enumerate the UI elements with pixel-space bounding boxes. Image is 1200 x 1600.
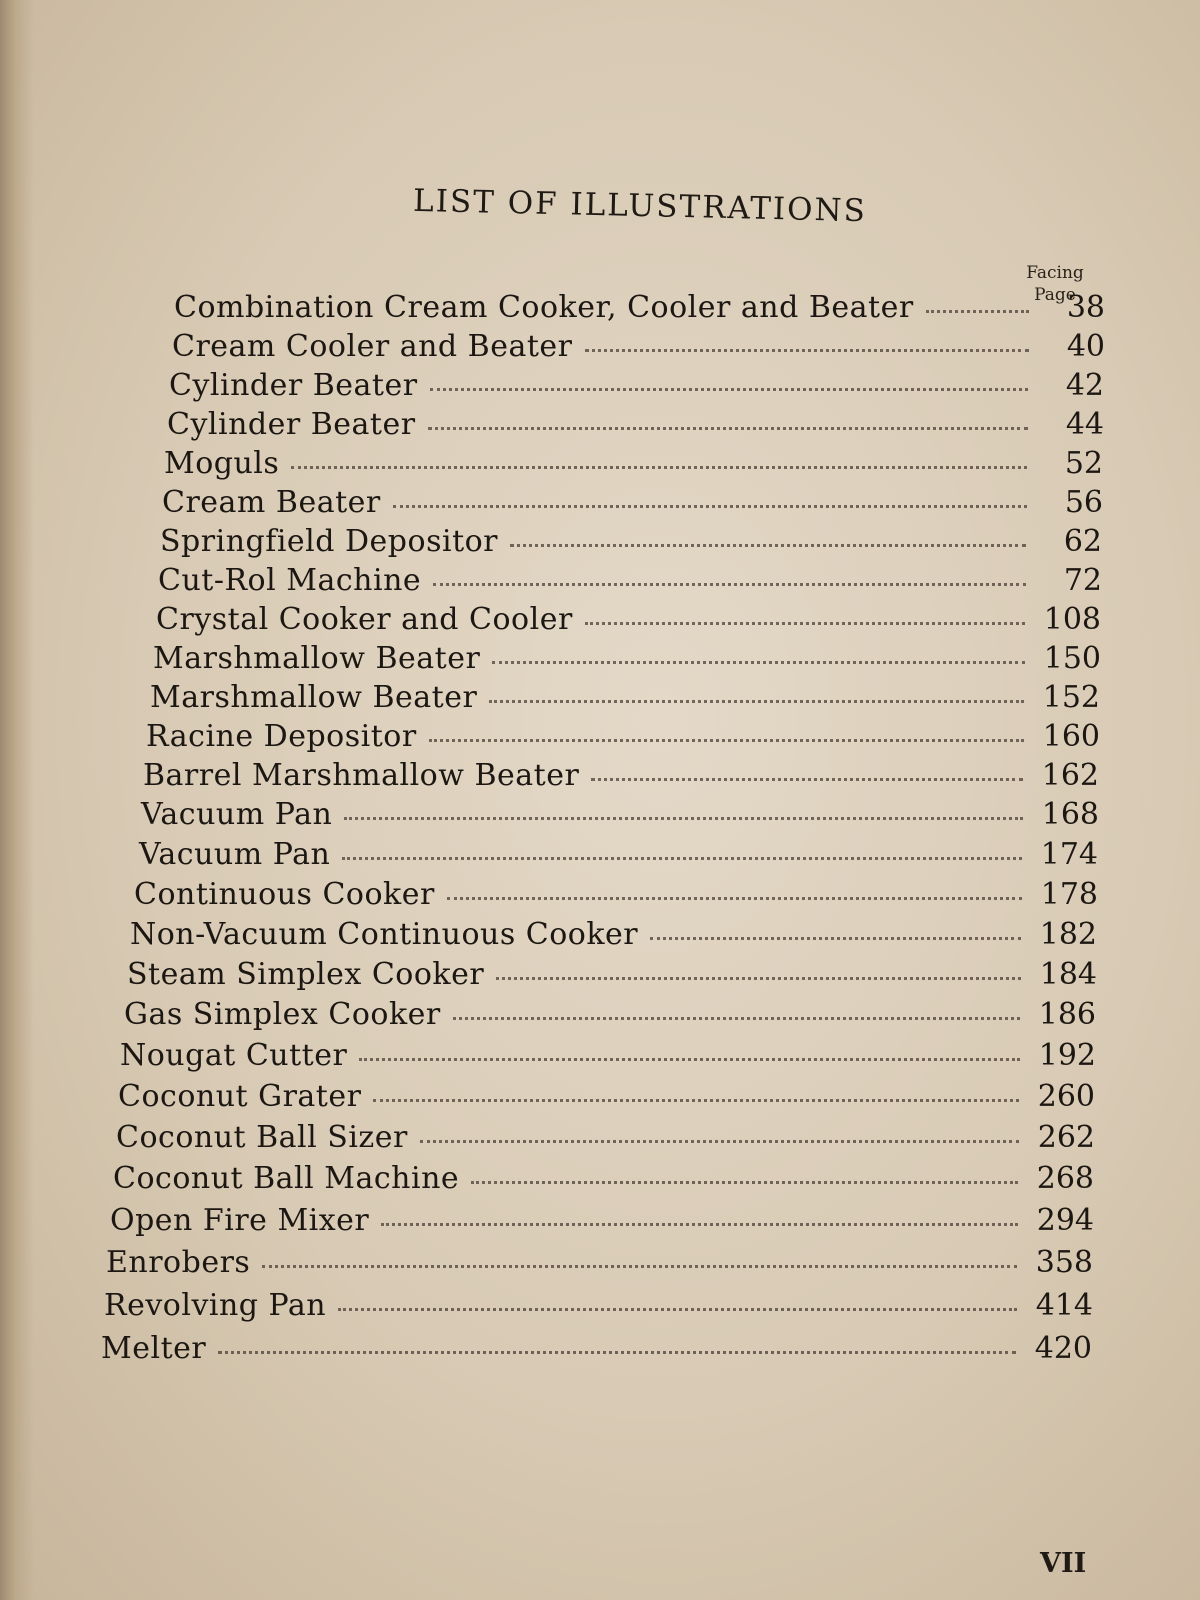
page-number: 178 xyxy=(1040,877,1098,912)
dot-leader xyxy=(291,465,1027,469)
dot-leader xyxy=(338,1307,1017,1311)
list-item xyxy=(134,877,1098,912)
dot-leader xyxy=(496,976,1021,980)
illustration-title: Revolving Pan xyxy=(104,1288,327,1323)
page-number: 108 xyxy=(1043,602,1101,637)
page-number: 262 xyxy=(1037,1120,1095,1155)
page-number: 182 xyxy=(1039,917,1097,952)
page-number: 162 xyxy=(1041,758,1099,793)
illustration-title: Steam Simplex Cooker xyxy=(127,957,485,992)
list-item xyxy=(167,407,1104,442)
list-item xyxy=(146,719,1100,754)
list-item xyxy=(130,917,1097,952)
dot-leader xyxy=(471,1180,1018,1184)
illustration-title: Cylinder Beater xyxy=(169,368,418,403)
dot-leader xyxy=(489,699,1024,703)
list-item xyxy=(104,1288,1093,1323)
dot-leader xyxy=(381,1222,1018,1226)
illustration-title: Vacuum Pan xyxy=(139,837,331,872)
illustration-title: Open Fire Mixer xyxy=(110,1203,370,1238)
illustration-title: Marshmallow Beater xyxy=(150,680,478,715)
list-item xyxy=(127,957,1097,992)
list-item xyxy=(106,1245,1093,1280)
list-item xyxy=(120,1038,1096,1073)
dot-leader xyxy=(650,936,1021,940)
page-number: 260 xyxy=(1037,1079,1095,1114)
list-item xyxy=(101,1331,1092,1366)
dot-leader xyxy=(344,816,1023,820)
page-number: 268 xyxy=(1036,1161,1094,1196)
illustration-title: Continuous Cooker xyxy=(134,877,435,912)
list-item xyxy=(158,563,1102,598)
dot-leader xyxy=(262,1264,1017,1268)
page-number: 420 xyxy=(1034,1331,1092,1366)
facing-page-header-line2: Page xyxy=(1034,285,1076,305)
list-item xyxy=(143,758,1099,793)
page-number: 62 xyxy=(1063,524,1102,559)
list-item xyxy=(118,1079,1095,1114)
list-item xyxy=(156,602,1101,637)
page-title: LIST OF ILLUSTRATIONS xyxy=(412,182,868,230)
dot-leader xyxy=(429,738,1024,742)
illustration-title: Cream Beater xyxy=(162,485,381,520)
dot-leader xyxy=(447,896,1022,900)
illustration-title: Cut-Rol Machine xyxy=(158,563,422,598)
illustration-title: Coconut Grater xyxy=(118,1079,362,1114)
facing-page-header-line1: Facing xyxy=(1026,263,1084,283)
illustration-title: Springfield Depositor xyxy=(160,524,499,559)
dot-leader xyxy=(585,348,1029,352)
illustration-title: Marshmallow Beater xyxy=(153,641,481,676)
illustration-title: Barrel Marshmallow Beater xyxy=(143,758,580,793)
list-item xyxy=(160,524,1102,559)
illustration-title: Cream Cooler and Beater xyxy=(172,329,573,364)
illustration-title: Non-Vacuum Continuous Cooker xyxy=(130,917,639,952)
illustration-title: Coconut Ball Sizer xyxy=(116,1120,408,1155)
illustration-title: Enrobers xyxy=(106,1245,251,1280)
page-number: 174 xyxy=(1040,837,1098,872)
dot-leader xyxy=(433,582,1026,586)
list-item xyxy=(172,329,1105,364)
dot-leader xyxy=(393,504,1027,508)
dot-leader xyxy=(342,856,1022,860)
dot-leader xyxy=(510,543,1026,547)
page-number: 150 xyxy=(1043,641,1101,676)
dot-leader xyxy=(420,1139,1019,1143)
list-item xyxy=(150,680,1100,715)
illustration-title: Coconut Ball Machine xyxy=(113,1161,460,1196)
dot-leader xyxy=(373,1098,1019,1102)
page-number: 42 xyxy=(1065,368,1104,403)
illustration-title: Nougat Cutter xyxy=(120,1038,348,1073)
page-number: 294 xyxy=(1036,1203,1094,1238)
dot-leader xyxy=(218,1350,1016,1354)
list-item xyxy=(169,368,1104,403)
list-item xyxy=(116,1120,1095,1155)
list-item xyxy=(110,1203,1094,1238)
page-number: 414 xyxy=(1035,1288,1093,1323)
illustration-title: Racine Depositor xyxy=(146,719,417,754)
list-item xyxy=(139,837,1098,872)
list-item xyxy=(141,797,1099,832)
page-number: 192 xyxy=(1038,1038,1096,1073)
page-number: 184 xyxy=(1039,957,1097,992)
dot-leader xyxy=(428,426,1028,430)
dot-leader xyxy=(453,1016,1020,1020)
page-number: 160 xyxy=(1042,719,1100,754)
list-item xyxy=(153,641,1101,676)
list-item xyxy=(162,485,1103,520)
dot-leader xyxy=(430,387,1028,391)
list-item xyxy=(124,997,1096,1032)
illustration-title: Crystal Cooker and Cooler xyxy=(156,602,573,637)
page-number: 152 xyxy=(1042,680,1100,715)
page-number: 56 xyxy=(1064,485,1103,520)
dot-leader xyxy=(585,621,1025,625)
page-number: 72 xyxy=(1063,563,1102,598)
dot-leader xyxy=(359,1057,1020,1061)
page-number: 358 xyxy=(1035,1245,1093,1280)
page-number: 186 xyxy=(1038,997,1096,1032)
dot-leader xyxy=(926,309,1029,313)
page-number: 52 xyxy=(1064,446,1103,481)
page-number: 44 xyxy=(1065,407,1104,442)
illustration-title: Cylinder Beater xyxy=(167,407,416,442)
illustration-title: Combination Cream Cooker, Cooler and Beater xyxy=(174,290,914,325)
illustration-title: Melter xyxy=(101,1331,207,1366)
illustration-title: Vacuum Pan xyxy=(141,797,333,832)
page-number: 40 xyxy=(1066,329,1105,364)
illustration-title: Moguls xyxy=(164,446,280,481)
page-number: 38 xyxy=(1066,290,1105,325)
dot-leader xyxy=(591,777,1023,781)
list-item xyxy=(113,1161,1094,1196)
page-number: 168 xyxy=(1041,797,1099,832)
list-item xyxy=(164,446,1103,481)
page-folio: VII xyxy=(1040,1548,1087,1579)
dot-leader xyxy=(492,660,1025,664)
illustration-title: Gas Simplex Cooker xyxy=(124,997,441,1032)
list-item xyxy=(174,290,1105,325)
